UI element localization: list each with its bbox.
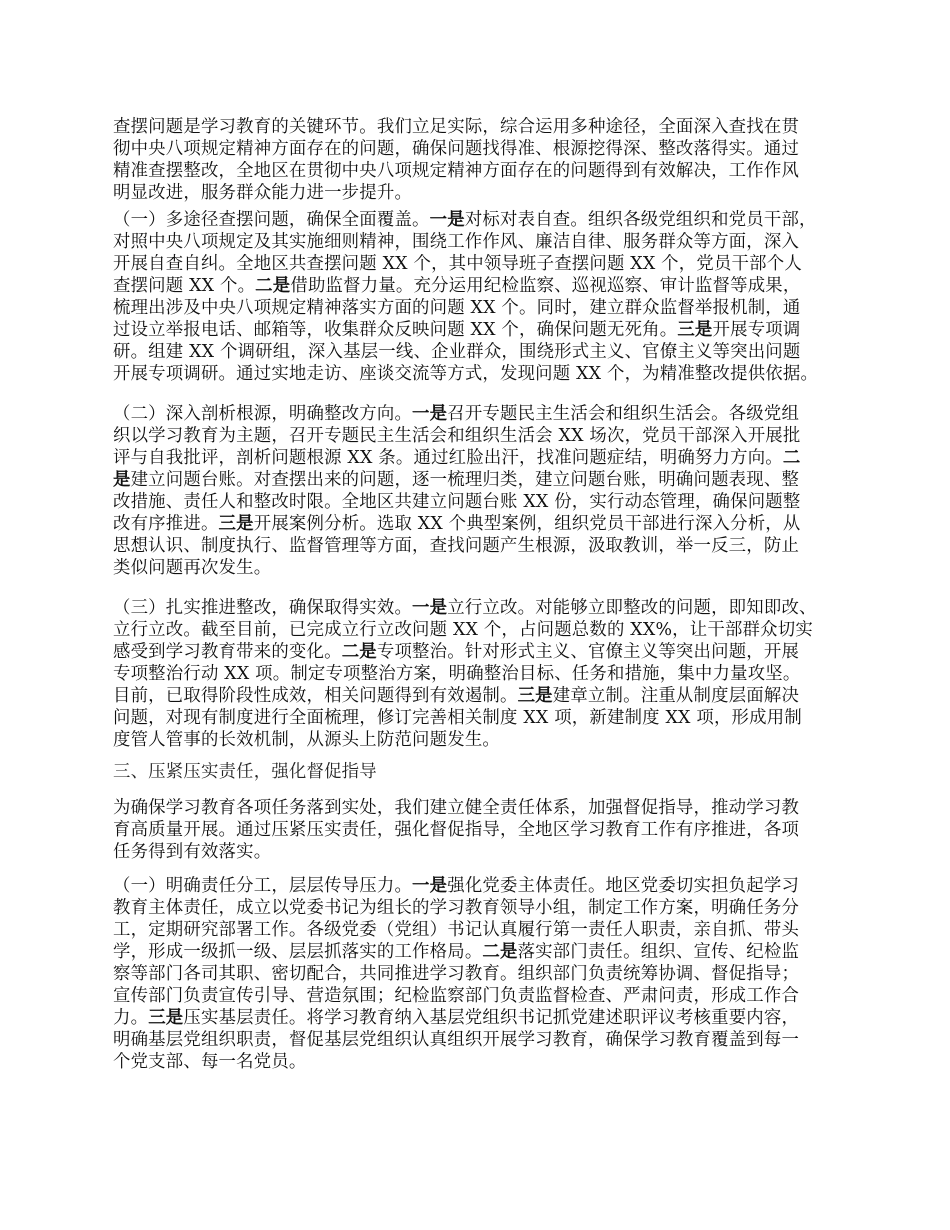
text-run: （二）深入剖析根源，明确整改方向。 xyxy=(113,404,413,424)
paragraph-section-2-1 xyxy=(113,209,843,385)
text-run: 研。组建 XX 个调研组，深入基层一线、企业群众，围绕形式主义、官僚主义等突出问题 xyxy=(113,342,801,362)
text-line xyxy=(113,797,843,819)
text-line xyxy=(113,253,843,275)
text-run: 建章立制。注重从制度层面解决 xyxy=(552,686,800,706)
text-line xyxy=(113,403,843,425)
text-line xyxy=(113,619,843,641)
text-line xyxy=(113,841,843,863)
text-run: 感受到学习教育带来的变化。 xyxy=(113,642,342,662)
text-run: 目前，已取得阶段性成效，相关问题得到有效遏制。 xyxy=(113,686,518,706)
text-run: 召开专题民主生活会和组织生活会。各级党组 xyxy=(447,404,800,424)
text-run: 查摆问题 XX 个。 xyxy=(113,276,256,296)
bold-lead-phrase: 三是 xyxy=(218,514,254,534)
bold-lead-phrase: 二是 xyxy=(255,276,291,296)
text-run: 工，定期研究部署工作。各级党委（党组）书记认真履行第一责任人职责，亲自抓、带头 xyxy=(113,920,800,940)
text-run: 开展专项调 xyxy=(712,320,801,340)
text-run: 察等部门各司其职、密切配合，共同推进学习教育。组织部门负责统筹协调、督促指导； xyxy=(113,964,800,984)
text-run: 育高质量开展。通过压紧压实责任，强化督促指导，全地区学习教育工作有序推进，各项 xyxy=(113,820,800,840)
text-line xyxy=(113,1007,843,1029)
text-run: 彻中央八项规定精神方面存在的问题，确保问题找得准、根源挖得深、整改落得实。通过 xyxy=(113,139,800,159)
paragraph-intro xyxy=(113,116,843,204)
text-line xyxy=(113,319,843,341)
text-line xyxy=(113,707,843,729)
text-run: 压实基层责任。将学习教育纳入基层党组织书记抓党建述职评议考核重要内容， xyxy=(183,1008,800,1028)
bold-lead-phrase: 一是 xyxy=(412,598,448,618)
text-line xyxy=(113,209,843,231)
paragraph-section-2-3 xyxy=(113,597,843,751)
text-line xyxy=(113,138,843,160)
text-run: 开展案例分析。选取 XX 个典型案例，组织党员干部进行深入分析，从 xyxy=(253,514,801,534)
text-run: 落实部门责任。组织、宣传、纪检监 xyxy=(517,942,800,962)
text-line xyxy=(113,963,843,985)
text-run: 类似问题再次发生。 xyxy=(113,558,272,578)
text-line xyxy=(113,919,843,941)
bold-lead-phrase: 二是 xyxy=(341,642,377,662)
text-line xyxy=(113,447,843,469)
text-run: 专项整治。针对形式主义、官僚主义等突出问题，开展 xyxy=(376,642,800,662)
text-run: 三、压紧压实责任，强化督促指导 xyxy=(113,762,377,782)
text-run: 查摆问题是学习教育的关键环节。我们立足实际，综合运用多种途径，全面深入查找在贯 xyxy=(113,117,800,137)
heading-text xyxy=(113,761,843,783)
text-line xyxy=(113,897,843,919)
text-run: 宣传部门负责宣传引导、营造氛围；纪检监察部门负责监督检查、严肃问责，形成工作合 xyxy=(113,986,800,1006)
text-line xyxy=(113,513,843,535)
text-run: 对标对表自查。组织各级党组织和党员干部， xyxy=(464,210,817,230)
text-line xyxy=(113,231,843,253)
text-run: 思想认识、制度执行、监督管理等方面，查找问题产生根源，汲取教训，举一反三，防止 xyxy=(113,536,800,556)
text-run: 个党支部、每一名党员。 xyxy=(113,1052,307,1072)
bold-lead-phrase: 一是 xyxy=(429,210,465,230)
text-run: 改措施、责任人和整改时限。全地区共建立问题台账 XX 份，实行动态管理，确保问题整 xyxy=(113,492,801,512)
bold-lead-phrase: 一是 xyxy=(412,404,448,424)
text-run: 开展专项调研。通过实地走访、座谈交流等方式，发现问题 XX 个，为精准整改提供依据。 xyxy=(113,364,819,384)
text-line xyxy=(113,535,843,557)
text-run: 对照中央八项规定及其实施细则精神，围绕工作作风、廉洁自律、服务群众等方面，深入 xyxy=(113,232,800,252)
text-run: 明确基层党组织职责，督促基层党组织认真组织开展学习教育，确保学习教育覆盖到每一 xyxy=(113,1030,800,1050)
text-run: 学，形成一级抓一级、层层抓落实的工作格局。 xyxy=(113,942,483,962)
text-line xyxy=(113,557,843,579)
text-run: 任务得到有效落实。 xyxy=(113,842,272,862)
text-line xyxy=(113,1029,843,1051)
bold-lead-phrase: 三是 xyxy=(517,686,553,706)
text-line xyxy=(113,363,843,385)
text-run: 立行立改。截至目前，已完成立行立改问题 XX 个，占问题总数的 XX%，让干部群众切实 xyxy=(113,620,813,640)
text-run: 专项整治行动 XX 项。制定专项整治方案，明确整治目标、任务和措施，集中力量攻坚。 xyxy=(113,664,801,684)
text-run: 强化党委主体责任。地区党委切实担负起学习 xyxy=(447,876,800,896)
text-run: 明显改进，服务群众能力进一步提升。 xyxy=(113,183,413,203)
text-run: 教育主体责任，成立以党委书记为组长的学习教育领导小组，制定工作方案，明确任务分 xyxy=(113,898,800,918)
text-line xyxy=(113,597,843,619)
text-line xyxy=(113,941,843,963)
text-run: 问题，对现有制度进行全面梳理，修订完善相关制度 XX 项，新建制度 XX 项，形成用制 xyxy=(113,708,802,728)
bold-lead-phrase: 是 xyxy=(113,470,131,490)
text-run: 度管人管事的长效机制，从源头上防范问题发生。 xyxy=(113,730,500,750)
paragraph-section-3-1 xyxy=(113,875,843,1073)
text-run: 建立问题台账。对查摆出来的问题，逐一梳理归类，建立问题台账，明确问题表现、整 xyxy=(130,470,800,490)
text-run: 过设立举报电话、邮箱等，收集群众反映问题 XX 个，确保问题无死角。 xyxy=(113,320,678,340)
section-heading-3 xyxy=(113,761,843,783)
paragraph-section-2-2 xyxy=(113,403,843,579)
bold-lead-phrase: 三是 xyxy=(677,320,713,340)
bold-lead-phrase: 一是 xyxy=(412,876,448,896)
text-line xyxy=(113,729,843,751)
text-run: 梳理出涉及中央八项规定精神落实方面的问题 XX 个。同时，建立群众监督举报机制，通 xyxy=(113,298,801,318)
text-run: （三）扎实推进整改，确保取得实效。 xyxy=(113,598,413,618)
bold-lead-phrase: 二是 xyxy=(482,942,518,962)
text-line xyxy=(113,985,843,1007)
text-run: 开展自查自纠。全地区共查摆问题 XX 个，其中领导班子查摆问题 XX 个，党员干部个人 xyxy=(113,254,802,274)
text-run: 借助监督力量。充分运用纪检监察、巡视巡察、审计监督等成果， xyxy=(290,276,801,296)
text-line xyxy=(113,425,843,447)
text-line xyxy=(113,275,843,297)
bold-lead-phrase: 二 xyxy=(782,448,801,468)
text-run: 织以学习教育为主题，召开专题民主生活会和组织生活会 XX 场次，党员干部深入开展批 xyxy=(113,426,801,446)
text-run: 精准查摆整改，全地区在贯彻中央八项规定精神方面存在的问题得到有效解决，工作作风 xyxy=(113,161,800,181)
text-line xyxy=(113,341,843,363)
text-line xyxy=(113,685,843,707)
paragraph-section-3-intro xyxy=(113,797,843,863)
text-run: 为确保学习教育各项任务落到实处，我们建立健全责任体系，加强督促指导，推动学习教 xyxy=(113,798,800,818)
text-run: 评与自我批评，剖析问题根源 XX 条。通过红脸出汗，找准问题症结，明确努力方向。 xyxy=(113,448,783,468)
text-line xyxy=(113,160,843,182)
text-line xyxy=(113,1051,843,1073)
text-run: （一）明确责任分工，层层传导压力。 xyxy=(113,876,413,896)
text-line xyxy=(113,182,843,204)
text-line xyxy=(113,641,843,663)
text-line xyxy=(113,663,843,685)
text-line xyxy=(113,491,843,513)
text-run: 改有序推进。 xyxy=(113,514,219,534)
bold-lead-phrase: 三是 xyxy=(148,1008,184,1028)
text-run: 力。 xyxy=(113,1008,149,1028)
text-line xyxy=(113,297,843,319)
text-line xyxy=(113,469,843,491)
text-line xyxy=(113,116,843,138)
text-line xyxy=(113,875,843,897)
text-run: （一）多途径查摆问题，确保全面覆盖。 xyxy=(113,210,430,230)
text-run: 立行立改。对能够立即整改的问题，即知即改、 xyxy=(447,598,817,618)
text-line xyxy=(113,819,843,841)
